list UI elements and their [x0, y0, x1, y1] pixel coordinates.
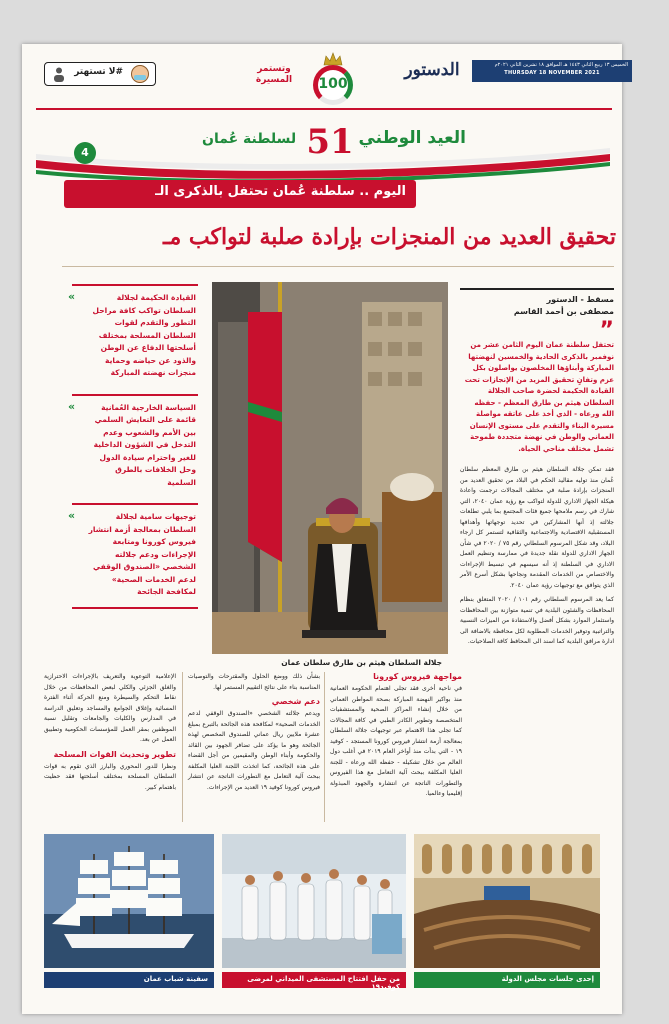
page-number: 4	[74, 142, 96, 164]
article-lead-column	[460, 288, 614, 648]
highlights-column	[68, 284, 198, 615]
highlight-text: توجيهات سامية لجلالة السلطان بمعالجة أزمة انتشار فيروس كورونا ومتابعة الإجراءات ودعم جلالته الشخصي «الصندوق الوقفي لدعم الخدمات الصحية» لمكافحة الجائحة	[88, 512, 196, 596]
hospital-opening-illustration	[222, 834, 406, 968]
oman-label: لسلطنة عُمان	[202, 131, 297, 147]
masthead	[36, 52, 628, 108]
slogan: وتستمر المسيرة	[255, 64, 293, 85]
article-body: بشأن ذلك ووضع الحلول والمقترحات والتوصيات المناسبة بناء على نتائج التقييم المستمر لها.	[188, 673, 320, 691]
hospital-caption-bar	[222, 972, 406, 991]
anniversary-number: 51	[306, 122, 354, 162]
centennial-crest	[308, 52, 358, 110]
column-divider	[182, 672, 183, 822]
article-body: فقد تمكن جلالة السلطان هيثم بن طارق المعظم سلطان عُمان منذ توليه مقاليد الحكم في البلاد من تحقيق العديد من المنجزات بإرادة صلبة في مختلف المجالات ترجمت واعادة هيكلة الجهاز الاداري للدولة لتواكب مع رؤية عمان ٢٠٤٠، التي شارك في رسم ملامحها جميع فئات المجتمع بما يلبي تطلعات جلالته إذ أنها المشاركين في تحديد توجهاتها وأهدافها المستقبلية الاقتصادية والاجتماعية والثقافية لتستمر كل ارجاء البلاد، وقد شكل المرسوم السلطاني رقم ٧٥ / ٢٠٢٠ في شأن الجهاز الاداري للدولة نقلة جديدة في ممارسة وتنظيم العمل الاداري في السلطنة إذ أنه سيسهم في تبسيط الإجراءات والاختصاص من الخدمات المقدمة ونجاحها بشكل أسرع الأمر الذي يتوافق مع توجيهات رؤية عمان ٢٠٤٠.	[460, 466, 615, 589]
article-body: الإعلامية التوعوية والتعريف بالإجراءات الاحترازية والغلق الجزئي والكلي لبعض المحافظات من خلال نقاط التحكم والسيطرة ومنع الحركة أثناء الفترة المسائية وإغلاق الجوامع والمساجد وتعليق الدراسة في المدارس والكليات والجامعات وتقليل نسبة الموظفين بمقر العمل للمؤسسات الحكومية وتطبيق العمل عن بعد.	[44, 673, 176, 743]
article-body: ويدعم جلالته الشخصي «الصندوق الوقفي لدعم الخدمات الصحية» لمكافحة هذه الجائحة بالتبرع بمبلغ عشرة ملايين ريال عماني للصندوق المخصص لهذه الجائحة وهو ما يؤكد على تضافر الجهود بين القائد والحكومة وأبناء الوطن والمقيمين من أجل القضاء على هذه الجائحة، كما اتخذت اللجنة العليا المكلفة ببحث آلية التعامل مع التطورات الناتجة عن انتشار فيروس كورونا كوفيد ١٩ العديد من الإجراءات.	[188, 710, 320, 791]
article-body: في ناحية أخرى فقد تجلى اهتمام الحكومة العمانية منذ بواكير النهضة المباركة بصحة المواطن العماني من خلال إنشاء المراكز الصحية والمستشفيات المتخصصة وتطوير الكادر الطبي في كافة المجالات كما تجلى هذا الاهتمام عبر توجيهات جلالة السلطان بمعالجة أزمة انتشار فيروس كورونا المستجد - كوفيد ١٩ - التي بدأت منذ أواخر العام ٢٠١٩ في أغلب دول العالم من خلال تشكيله - حفظه الله ورعاه - للجنة العليا المكلفة ببحث آلية التعامل مع هذا الفيروس والتطورات الناتجة عن انتشاره والجهود المبذولة إقليميا وعالميا.	[330, 685, 462, 797]
article-body: ونظرا للدور المحوري والبارز الذي تقوم به قوات السلطان المسلحة بمختلف أسلحتها فقد حظيت باهتمام كبير.	[44, 762, 176, 791]
chevron-double-icon: «	[68, 290, 76, 303]
national-day-label: العيد الوطني	[358, 128, 466, 148]
highlight-text: القيادة الحكيمة لجلالة السلطان تواكب كافة مراحل التطور والتقدم لقوات السلطان المسلحة بمختلف أسلحتها الدفاع عن الوطن والذود عن حياضه وحماية منجزات نهضته المباركة	[92, 293, 196, 377]
section-heading: مواجهة فيروس كورونا	[373, 672, 462, 681]
sultan-portrait-photo	[212, 282, 448, 654]
article-lead: تحتفل سلطنة عمان اليوم الثامن عشر من نوفمبر بالذكرى الحادية والخمسين لنهضتها المباركة وأبناؤها المخلصون يواصلون بكل عزم وتفانٍ تحقيق المزيد من الإنجازات تحت القيادة الحكيمة لحضرة صاحب الجلالة السلطان هيثم بن طارق المعظم - حفظه الله ورعاه - الذي أخذ على عاتقه مواصلة مسيرة البناء والتقدم على مستوى الإنسان العماني والوطن في نهضة متجددة طموحة تشمل مختلف مناحي الحياة.	[464, 341, 614, 453]
section-heading: دعم شخصي	[271, 697, 320, 706]
article-body: كما يعد المرسوم السلطاني رقم ١٠١ / ٢٠٢٠ المتعلق بنظام المحافظات والشئون البلدية في تنمية متوازنة بين المحافظات واستثمار الموارد بشكل أفضل والاستفادة من الميزات النسبية والتراتبية وتوفير الخدمات المطلوبة لكل محافظة بالاضافة الى ادارة مرافق البلدية كما اسند الى المحافظ كافة الصلاحيات.	[460, 596, 614, 645]
ship-caption: سفينة شباب عمان	[143, 975, 208, 983]
kicker-headline: اليوم .. سلطنة عُمان تحتفل بالذكرى الـ	[64, 180, 416, 208]
council-caption-bar	[414, 972, 600, 988]
highlight-box	[68, 394, 198, 498]
main-headline: تحقيق العديد من المنجزات بإرادة صلبة لتواكب مـ	[163, 224, 616, 250]
photo-caption: جلالة السلطان هيثم بن طارق سلطان عمان	[281, 658, 442, 667]
highlight-text: السياسة الخارجية العُمانية قائمة على التعايش السلمي بين الأمم والشعوب وعدم التدخل في الشؤون الداخلية للغير واحترام سيادة الدول وحل الخلافات بالطرق السلمية	[93, 402, 196, 487]
date-arabic: الخميس ١٣ ربيع الثاني ١٤٤٣ هـ الموافق ١٨ تشرين الثاني ٢٠٢١م	[494, 62, 628, 68]
ship-caption-bar	[44, 972, 214, 988]
hospital-caption: من حفل افتتاح المستشفى الميداني لمرضى كوفيد١٩	[247, 975, 400, 991]
covid-slogan: #لا تستهتر	[74, 67, 123, 77]
highlight-box	[68, 284, 198, 388]
chevron-double-icon: «	[68, 399, 76, 413]
council-caption: إحدى جلسات مجلس الدولة	[501, 975, 594, 983]
date-english: THURSDAY 18 NOVEMBER 2021	[504, 70, 600, 76]
date-strip	[472, 60, 632, 82]
covid-slogan-box	[44, 62, 156, 86]
dateline: مسقط - الدستور	[546, 295, 614, 304]
mask-face-icon	[131, 65, 149, 83]
byline	[460, 288, 614, 318]
state-council-photo	[414, 834, 600, 968]
article-column-2	[330, 672, 462, 800]
hospital-photo	[222, 834, 406, 968]
highlight-box	[68, 503, 198, 609]
section-heading: تطوير وتحديث القوات المسلحة	[53, 749, 176, 759]
headline-rule	[62, 266, 614, 267]
chevron-double-icon: «	[68, 509, 76, 522]
person-icon	[51, 66, 67, 82]
council-session-illustration	[414, 834, 600, 968]
portrait-illustration	[212, 282, 448, 654]
sailing-ship-illustration	[44, 834, 214, 968]
author: مصطفى بن أحمد القاسم	[513, 307, 614, 316]
article-column-4	[44, 672, 176, 793]
column-divider	[324, 672, 325, 822]
crown-icon	[323, 52, 343, 66]
national-day-title	[202, 122, 466, 160]
ship-photo	[44, 834, 214, 968]
newspaper-logo: الدستور	[404, 60, 460, 80]
newspaper-page	[22, 44, 628, 1014]
masthead-rule	[36, 108, 612, 110]
crest-number: 100	[318, 76, 348, 92]
quote-icon: ”	[599, 318, 614, 343]
article-column-3	[188, 672, 320, 793]
national-day-banner	[22, 114, 622, 180]
